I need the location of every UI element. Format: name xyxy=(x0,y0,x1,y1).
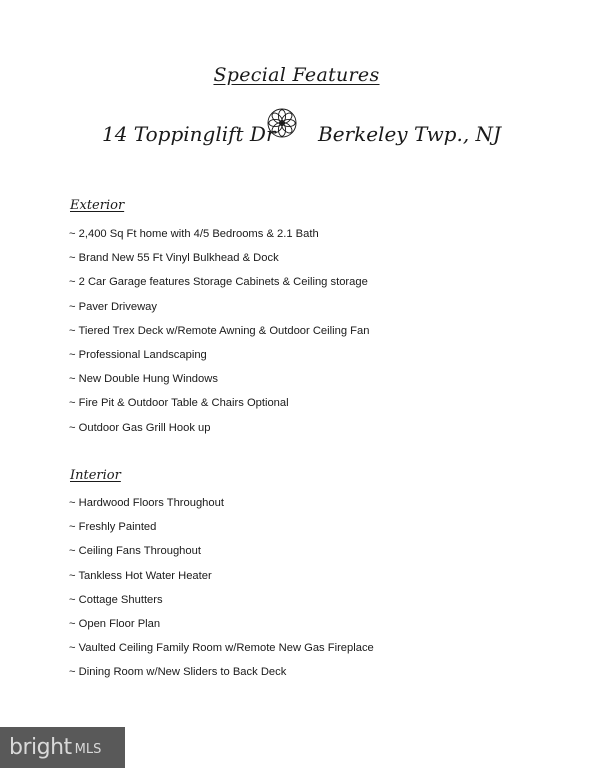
list-item: ~ Paver Driveway xyxy=(69,300,157,313)
page-title: Special Features xyxy=(213,64,380,86)
list-item: ~ Cottage Shutters xyxy=(69,593,163,606)
exterior-list xyxy=(69,227,369,445)
list-item: ~ Dining Room w/New Sliders to Back Deck xyxy=(69,666,287,679)
watermark-suffix: MLS xyxy=(74,741,102,757)
list-item: ~ 2,400 Sq Ft home with 4/5 Bedrooms & 2.1 Bath xyxy=(69,228,319,240)
address-line xyxy=(0,106,593,146)
list-item: ~ Vaulted Ceiling Family Room w/Remote New Gas Fireplace xyxy=(69,642,374,655)
flower-ornament-icon xyxy=(265,106,299,140)
address-street: 14 Toppinglift Dr xyxy=(102,122,276,146)
list-item: ~ Brand New 55 Ft Vinyl Bulkhead & Dock xyxy=(69,252,279,265)
bright-mls-watermark xyxy=(0,727,125,768)
list-item: ~ Outdoor Gas Grill Hook up xyxy=(69,421,211,434)
list-item: ~ New Double Hung Windows xyxy=(69,373,218,386)
list-item: ~ Open Floor Plan xyxy=(69,617,161,630)
list-item: ~ Professional Landscaping xyxy=(69,348,207,361)
address-town: Berkeley Twp., NJ xyxy=(318,122,502,146)
list-item: ~ Freshly Painted xyxy=(69,521,157,534)
watermark-brand: bright xyxy=(9,734,72,760)
list-item: ~ Tankless Hot Water Heater xyxy=(69,569,212,582)
interior-heading: Interior xyxy=(70,468,121,483)
exterior-heading: Exterior xyxy=(70,198,125,213)
list-item: ~ Ceiling Fans Throughout xyxy=(69,545,201,558)
list-item: ~ Fire Pit & Outdoor Table & Chairs Optional xyxy=(69,397,289,410)
list-item: ~ Tiered Trex Deck w/Remote Awning & Outdoor Ceiling Fan xyxy=(69,324,370,337)
interior-list xyxy=(69,496,374,690)
list-item: ~ 2 Car Garage features Storage Cabinets & Ceiling storage xyxy=(69,276,368,289)
list-item: ~ Hardwood Floors Throughout xyxy=(69,497,224,509)
